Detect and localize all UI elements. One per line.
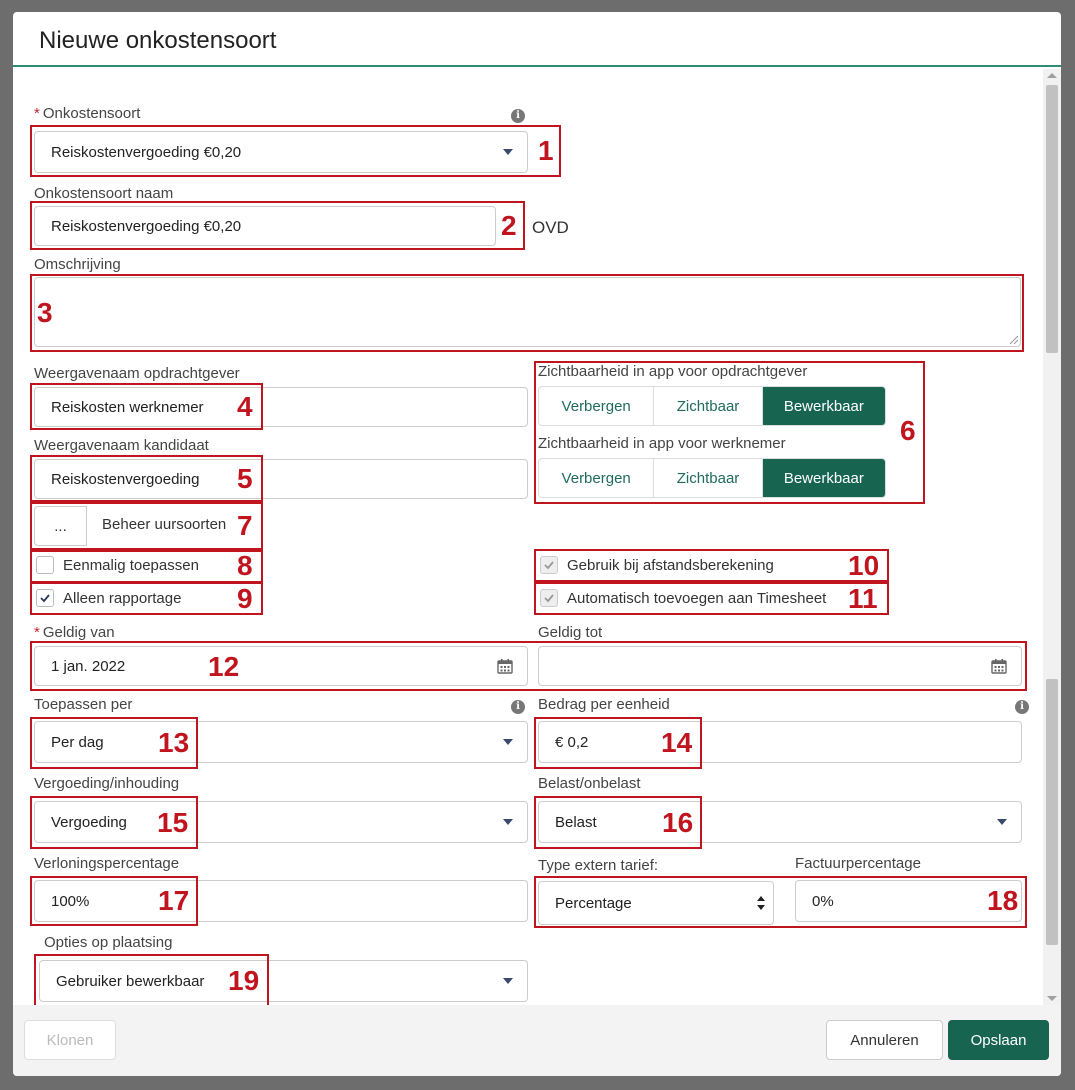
onkostensoort-label: * Onkostensoort — [34, 105, 141, 122]
code-suffix: OVD — [532, 218, 569, 237]
toepassen-per-select[interactable] — [34, 721, 528, 763]
geldig-van-datepicker[interactable] — [34, 646, 528, 686]
annotation-number: 10 — [848, 550, 880, 581]
geldig-van-value: 1 jan. 2022 — [51, 657, 126, 675]
omschrijving-textarea[interactable] — [34, 277, 1021, 347]
annotation-number: 6 — [900, 415, 916, 446]
annotation-number: 2 — [501, 210, 517, 241]
verloningspercentage-value: 100% — [51, 892, 90, 910]
weergavenaam-kandidaat-value: Reiskostenvergoeding — [51, 470, 200, 488]
gebruik-afstandsberekening-label: Gebruik bij afstandsberekening — [567, 557, 774, 574]
annotation-number: 1 — [538, 135, 554, 166]
scroll-down-icon[interactable] — [1047, 996, 1057, 1001]
annotation-number: 14 — [661, 727, 693, 758]
chevron-down-icon — [503, 149, 513, 155]
vergoeding-inhouding-value: Vergoeding — [51, 813, 127, 831]
onkostensoort-naam-input[interactable] — [34, 206, 496, 246]
weergavenaam-kandidaat-input[interactable] — [34, 459, 528, 499]
opties-op-plaatsing-label: Opties op plaatsing — [44, 934, 173, 951]
info-icon[interactable]: i — [1015, 700, 1029, 714]
bedrag-per-eenheid-value: € 0,2 — [555, 733, 589, 751]
scrollbar-thumb[interactable] — [1046, 85, 1058, 353]
eenmalig-toepassen-checkbox[interactable] — [36, 556, 54, 574]
annotation-number: 18 — [987, 885, 1019, 916]
automatisch-toevoegen-label: Automatisch toevoegen aan Timesheet — [567, 590, 827, 607]
alleen-rapportage-label: Alleen rapportage — [63, 590, 182, 607]
weergavenaam-kandidaat-label: Weergavenaam kandidaat — [34, 437, 209, 454]
zichtbaarheid-werknemer-label: Zichtbaarheid in app voor werknemer — [538, 435, 786, 452]
info-icon[interactable]: i — [511, 700, 525, 714]
annotation-number: 11 — [848, 583, 878, 614]
verloningspercentage-label: Verloningspercentage — [34, 855, 180, 872]
opslaan-button[interactable]: Opslaan — [948, 1020, 1049, 1060]
scroll-up-icon[interactable] — [1047, 73, 1057, 78]
check-icon — [543, 592, 555, 604]
annotation-number: 3 — [37, 297, 53, 328]
eenmalig-toepassen-label: Eenmalig toepassen — [63, 557, 199, 574]
type-extern-tarief-select[interactable] — [538, 881, 774, 925]
check-icon — [543, 559, 555, 571]
calendar-icon[interactable] — [991, 658, 1007, 674]
scrollbar-thumb-secondary[interactable] — [1046, 679, 1058, 945]
option-zichtbaar[interactable]: Zichtbaar — [654, 387, 762, 425]
onkostensoort-naam-label: Onkostensoort naam — [34, 185, 174, 202]
onkostensoort-naam-value: Reiskostenvergoeding €0,20 — [51, 217, 242, 235]
gebruik-afstandsberekening-checkbox[interactable] — [540, 556, 558, 574]
option-bewerkbaar[interactable]: Bewerkbaar — [763, 387, 885, 425]
belast-onbelast-select[interactable] — [538, 801, 1022, 843]
annotation-number: 17 — [158, 885, 190, 916]
annuleren-button[interactable]: Annuleren — [826, 1020, 943, 1060]
onkostensoort-value: Reiskostenvergoeding €0,20 — [51, 143, 242, 161]
dialog-body — [13, 69, 1043, 1005]
chevron-down-icon — [503, 819, 513, 825]
automatisch-toevoegen-checkbox[interactable] — [540, 589, 558, 607]
stepper-arrows-icon[interactable] — [757, 894, 765, 912]
belast-onbelast-value: Belast — [555, 813, 597, 831]
vertical-scrollbar[interactable] — [1043, 69, 1061, 1005]
annotation-number: 12 — [208, 651, 240, 682]
calendar-icon[interactable] — [497, 658, 513, 674]
type-extern-tarief-label: Type extern tarief: — [538, 857, 659, 874]
chevron-down-icon — [997, 819, 1007, 825]
annotation-number: 13 — [158, 727, 190, 758]
beheer-uursoorten-label: Beheer uursoorten — [102, 516, 227, 533]
option-verbergen[interactable]: Verbergen — [539, 459, 654, 497]
resize-grip-icon[interactable] — [1008, 334, 1018, 344]
check-icon — [39, 592, 51, 604]
geldig-van-label: * Geldig van — [34, 624, 115, 641]
info-icon[interactable]: i — [511, 109, 525, 123]
geldig-tot-datepicker[interactable] — [538, 646, 1022, 686]
klonen-button[interactable]: Klonen — [24, 1020, 116, 1060]
dialog-header — [13, 12, 1061, 67]
annotation-number: 5 — [237, 463, 253, 494]
onkostensoort-select[interactable] — [34, 131, 528, 173]
weergavenaam-opdrachtgever-value: Reiskosten werknemer — [51, 398, 204, 416]
beheer-uursoorten-button[interactable]: ... — [34, 506, 87, 546]
option-zichtbaar[interactable]: Zichtbaar — [654, 459, 762, 497]
opties-op-plaatsing-value: Gebruiker bewerkbaar — [56, 972, 205, 990]
annotation-number: 15 — [157, 807, 189, 838]
toepassen-per-value: Per dag — [51, 733, 104, 751]
option-verbergen[interactable]: Verbergen — [539, 387, 654, 425]
bedrag-per-eenheid-label: Bedrag per eenheid — [538, 696, 670, 713]
zichtbaarheid-opdrachtgever-toggle — [538, 386, 886, 426]
belast-onbelast-label: Belast/onbelast — [538, 775, 641, 792]
type-extern-tarief-value: Percentage — [555, 894, 632, 912]
zichtbaarheid-opdrachtgever-label: Zichtbaarheid in app voor opdrachtgever — [538, 363, 808, 380]
factuurpercentage-value: 0% — [812, 892, 834, 910]
expense-type-dialog — [13, 12, 1061, 1076]
geldig-tot-label: Geldig tot — [538, 624, 603, 641]
omschrijving-label: Omschrijving — [34, 256, 121, 273]
annotation-number: 16 — [662, 807, 694, 838]
chevron-down-icon — [503, 978, 513, 984]
dialog-title: Nieuwe onkostensoort — [39, 27, 277, 54]
factuurpercentage-label: Factuurpercentage — [795, 855, 921, 872]
weergavenaam-opdrachtgever-input[interactable] — [34, 387, 528, 427]
dialog-footer — [13, 1005, 1061, 1076]
zichtbaarheid-werknemer-toggle — [538, 458, 886, 498]
alleen-rapportage-checkbox[interactable] — [36, 589, 54, 607]
annotation-number: 19 — [228, 965, 260, 996]
bedrag-per-eenheid-input[interactable] — [538, 721, 1022, 763]
chevron-down-icon — [503, 739, 513, 745]
vergoeding-inhouding-label: Vergoeding/inhouding — [34, 775, 180, 792]
annotation-number: 9 — [237, 583, 253, 614]
opties-op-plaatsing-select[interactable] — [39, 960, 528, 1002]
vergoeding-inhouding-select[interactable] — [34, 801, 528, 843]
annotation-number: 8 — [237, 550, 253, 581]
annotation-number: 7 — [237, 510, 253, 541]
weergavenaam-opdrachtgever-label: Weergavenaam opdrachtgever — [34, 365, 240, 382]
option-bewerkbaar[interactable]: Bewerkbaar — [763, 459, 885, 497]
verloningspercentage-input[interactable] — [34, 880, 528, 922]
annotation-number: 4 — [237, 391, 253, 422]
toepassen-per-label: Toepassen per — [34, 696, 133, 713]
